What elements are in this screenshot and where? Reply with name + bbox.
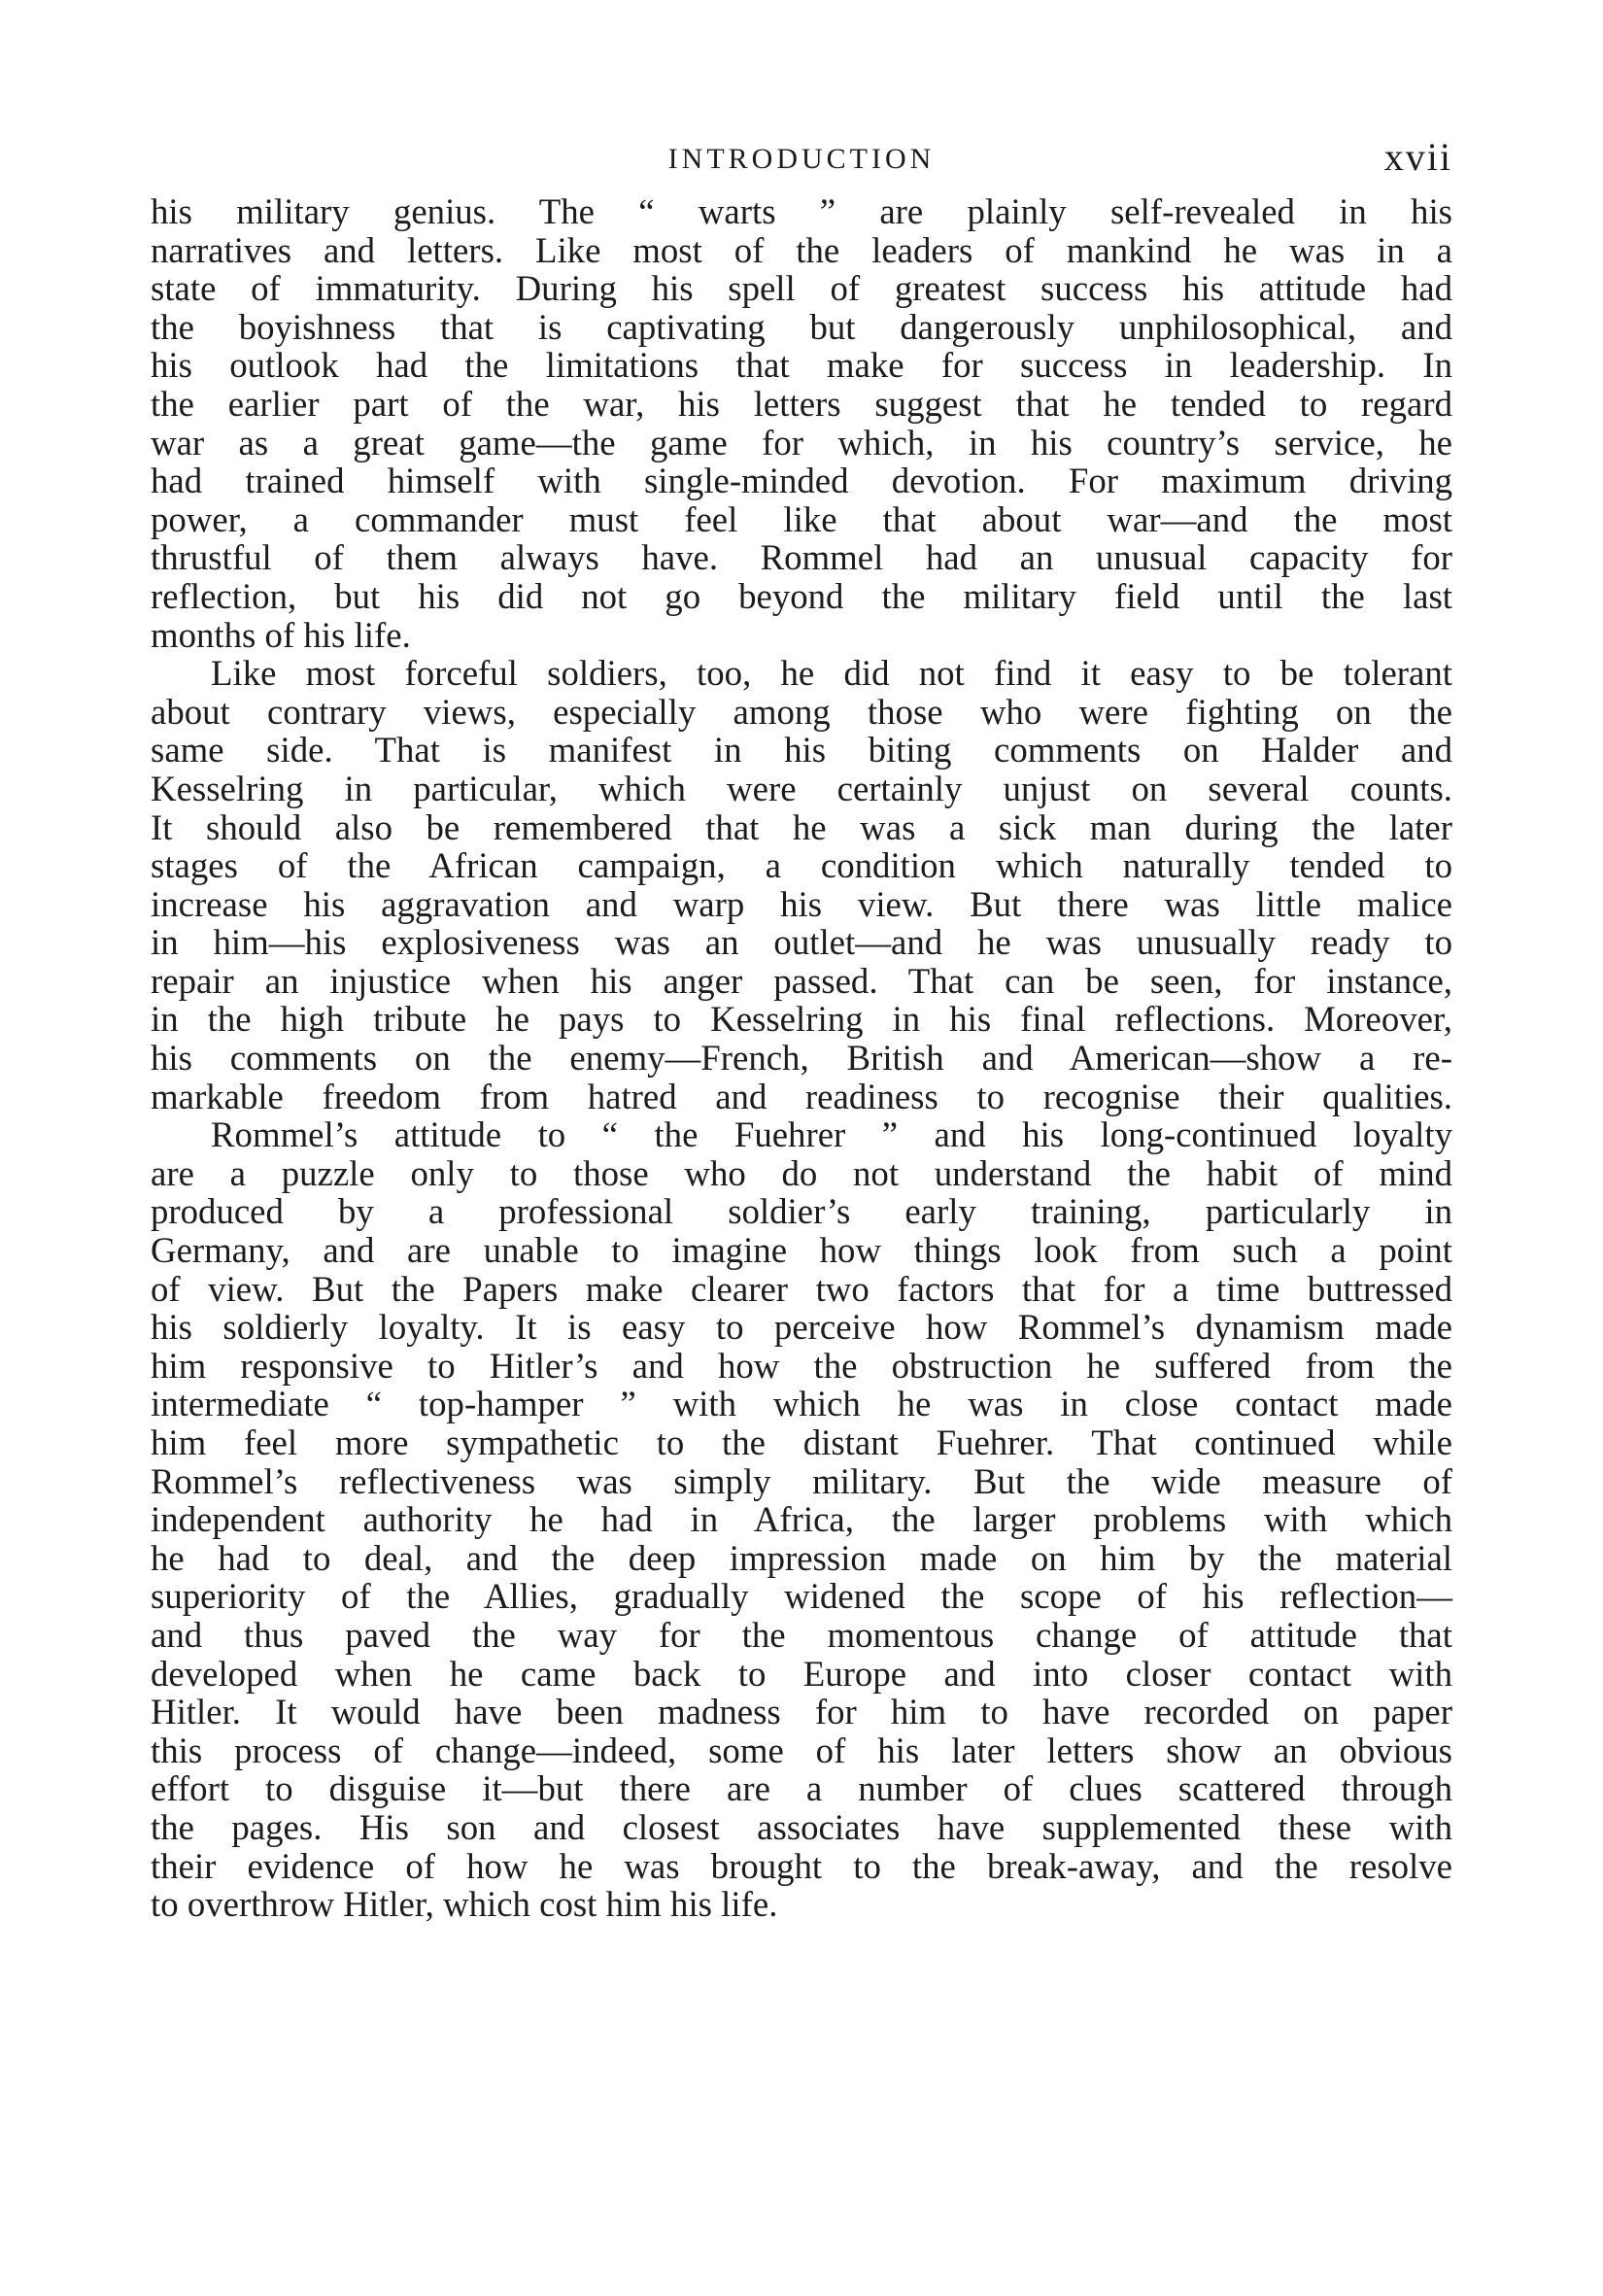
running-title: INTRODUCTION (667, 143, 936, 175)
text-line: Kesselring in particular, which were certainly unjust on several counts. (151, 768, 1452, 808)
text-line: narratives and letters. Like most of the leaders of mankind he was in a (151, 229, 1452, 270)
text-line: in the high tribute he pays to Kesselring in his final reflections. Moreover, (151, 999, 1452, 1040)
text-line: this process of change—indeed, some of his later letters show an obvious (151, 1730, 1452, 1770)
text-line: their evidence of how he was brought to the break-away, and the resolve (151, 1845, 1452, 1886)
text-line: months of his life. (151, 614, 411, 655)
text-line: stages of the African campaign, a condition which naturally tended to (151, 845, 1452, 886)
text-line: to overthrow Hitler, which cost him his life. (151, 1884, 778, 1925)
text-line: Hitler. It would have been madness for him to have recorded on paper (151, 1692, 1452, 1732)
text-line: increase his aggravation and warp his view. But there was little malice (151, 883, 1452, 924)
text-line: Germany, and are unable to imagine how things look from such a point (151, 1230, 1452, 1271)
text-line: Rommel’s attitude to “ the Fuehrer ” and his long-continued loyalty (211, 1114, 1452, 1155)
text-line: power, a commander must feel like that about war—and the most (151, 498, 1452, 539)
text-line: reflection, but his did not go beyond the military field until the last (151, 575, 1452, 616)
page-number: xvii (1383, 135, 1452, 179)
text-line: of view. But the Papers make clearer two factors that for a time buttressed (151, 1268, 1452, 1309)
text-line: same side. That is manifest in his biting comments on Halder and (151, 730, 1452, 771)
paragraph-1 (151, 192, 1452, 654)
text-line: independent authority he had in Africa, the larger problems with which (151, 1499, 1452, 1540)
text-line: war as a great game—the game for which, in his country’s service, he (151, 422, 1452, 463)
text-line: the earlier part of the war, his letters suggest that he tended to regard (151, 383, 1452, 424)
text-line: had trained himself with single-minded devotion. For maximum driving (151, 461, 1452, 501)
text-line: thrustful of them always have. Rommel had an unusual capacity for (151, 537, 1452, 578)
text-line: superiority of the Allies, gradually widened the scope of his reflection— (151, 1576, 1452, 1617)
text-line: developed when he came back to Europe and into closer contact with (151, 1653, 1452, 1694)
text-line: repair an injustice when his anger passed. That can be seen, for instance, (151, 960, 1452, 1001)
paragraph-3 (151, 1115, 1452, 1923)
text-line: It should also be remembered that he was a sick man during the later (151, 806, 1452, 847)
text-line: his comments on the enemy—French, British and American—show a re- (151, 1038, 1452, 1079)
text-line: his soldierly loyalty. It is easy to perceive how Rommel’s dynamism made (151, 1307, 1452, 1348)
running-head (151, 136, 1452, 194)
text-line: produced by a professional soldier’s early training, particularly in (151, 1191, 1452, 1232)
paragraph-2 (151, 654, 1452, 1115)
text-line: Rommel’s reflectiveness was simply military. But the wide measure of (151, 1460, 1452, 1501)
text-line: markable freedom from hatred and readiness to recognise their qualities. (151, 1076, 1452, 1116)
text-line: the pages. His son and closest associates have supplemented these with (151, 1806, 1452, 1847)
text-line: him responsive to Hitler’s and how the obstruction he suffered from the (151, 1345, 1452, 1386)
text-line: him feel more sympathetic to the distant Fuehrer. That continued while (151, 1422, 1452, 1462)
text-line: about contrary views, especially among those who were fighting on the (151, 691, 1452, 732)
text-line: the boyishness that is captivating but dangerously unphilosophical, and (151, 306, 1452, 347)
text-line: he had to deal, and the deep impression made on him by the material (151, 1537, 1452, 1578)
text-line: in him—his explosiveness was an outlet—and he was unusually ready to (151, 922, 1452, 963)
text-line: effort to disguise it—but there are a number of clues scattered through (151, 1768, 1452, 1809)
text-line: intermediate “ top-hamper ” with which he was in close contact made (151, 1384, 1452, 1424)
body-text (151, 192, 1452, 1924)
text-line: are a puzzle only to those who do not understand the habit of mind (151, 1152, 1452, 1193)
text-line: Like most forceful soldiers, too, he did not find it easy to be tolerant (211, 653, 1452, 694)
text-line: state of immaturity. During his spell of greatest success his attitude had (151, 268, 1452, 309)
text-line: and thus paved the way for the momentous change of attitude that (151, 1614, 1452, 1655)
text-line: his outlook had the limitations that make for success in leadership. In (151, 345, 1452, 386)
text-line: his military genius. The “ warts ” are plainly self-revealed in his (151, 191, 1452, 231)
